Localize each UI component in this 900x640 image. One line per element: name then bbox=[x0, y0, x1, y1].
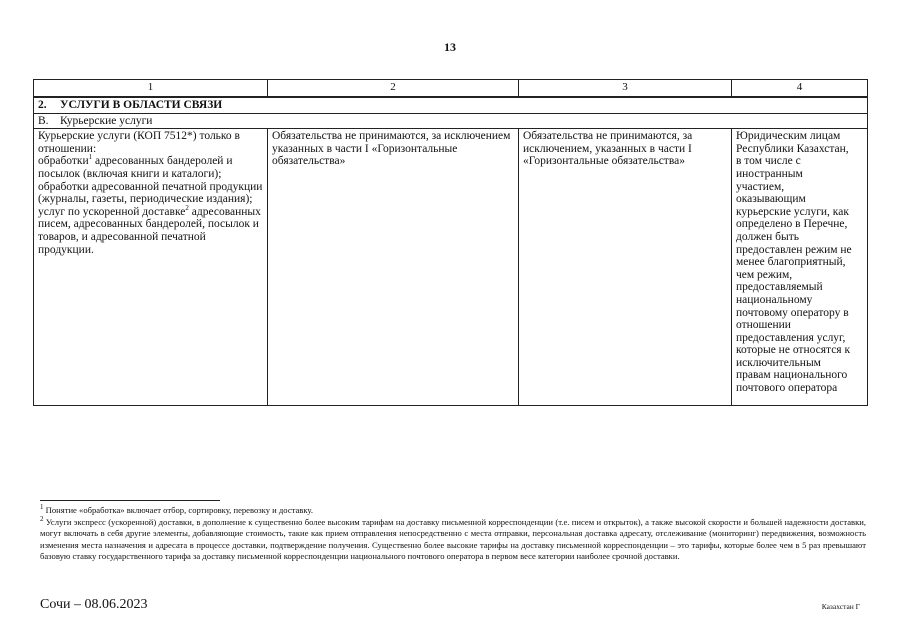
footer-country: Казахстан Г bbox=[821, 602, 860, 611]
footnote-2 bbox=[40, 514, 866, 563]
column-header: 4 bbox=[732, 80, 868, 98]
subsection-row bbox=[34, 113, 868, 129]
page-number: 13 bbox=[444, 40, 456, 54]
subsection-title: Курьерские услуги bbox=[60, 114, 153, 127]
additional-commitments-cell: Юридическим лицам Республики Казахстан, в том числе с иностранным участием, оказывающим курьерские услуги, как определено в Перечне, должен быть предоставлен режим не менее благоприятный, чем режим, предоставляемый национальному почтовому оператору в отношении предоставления услуг, которые не относятся к исключительным правам национального почтового оператора bbox=[732, 129, 868, 406]
footer-place-date: Сочи – 08.06.2023 bbox=[40, 597, 148, 612]
section-number: 2. bbox=[38, 99, 47, 111]
market-access-cell: Обязательства не принимаются, за исключением указанных в части I «Горизонтальные обязательства» bbox=[268, 129, 519, 406]
subsection-letter: B. bbox=[38, 114, 49, 127]
table-header-row bbox=[34, 80, 868, 98]
footnote-text: Услуги экспресс (ускоренной) доставки, в дополнение к существенно более высоким тарифам на доставку письменной корреспонденции (т.е. писем и открыток), а также высокой скорости и большей надежности доставки, могут включать в себя другие элементы, добавляющие стоимость, такие как прием отправления непосредственно с места отправки, персональная доставка адресату, отслеживание (мониторинг) передвижения, возможность изменения места назначения и адресата в процессе доставки, подтверждение получения. Существенно более высокие тарифы на доставку письменной корреспонденции – это тарифы, которые более чем в 5 раз превышают базовую ставку государственного тарифа за доставку письменной корреспонденции национального почтового оператора в первом весе категории наиболее срочной доставки. bbox=[40, 516, 866, 562]
footnote-ref-2: 2 bbox=[185, 203, 189, 212]
table-row bbox=[34, 129, 868, 406]
subsection-heading bbox=[34, 113, 868, 129]
national-treatment-cell: Обязательства не принимаются, за исключением, указанных в части I «Горизонтальные обязательства» bbox=[519, 129, 732, 406]
sector-item-1: обработки$^1$ адресованных бандеролей и посылок (включая книги и каталоги); bbox=[38, 153, 233, 180]
footnotes bbox=[40, 505, 866, 563]
footnote-ref-1: 1 bbox=[88, 153, 93, 162]
footnote-marker: 1 bbox=[40, 503, 44, 512]
column-header: 2 bbox=[268, 80, 519, 98]
footnote-divider bbox=[40, 500, 220, 501]
column-header: 1 bbox=[34, 80, 268, 98]
sector-description-cell bbox=[34, 129, 268, 406]
column-header: 3 bbox=[519, 80, 732, 98]
section-heading bbox=[34, 97, 868, 113]
footnote-1 bbox=[40, 505, 866, 517]
section-row bbox=[34, 97, 868, 113]
sector-item-3: услуг по ускоренной доставке$^2$ адресованных писем, адресованных бандеролей, посылок и товаров, и адресованной печатной продукции. bbox=[38, 203, 261, 256]
sector-intro: Курьерские услуги (КОП 7512*) только в отношении: bbox=[38, 130, 240, 155]
sector-item-2: обработки адресованной печатной продукции (журналы, газеты, периодические издания); bbox=[38, 180, 263, 206]
section-title: УСЛУГИ В ОБЛАСТИ СВЯЗИ bbox=[60, 99, 223, 111]
commitments-table bbox=[33, 79, 868, 406]
footnote-marker: 2 bbox=[40, 514, 44, 523]
footnote-text: Понятие «обработка» включает отбор, сортировку, перевозку и доставку. bbox=[43, 505, 314, 515]
